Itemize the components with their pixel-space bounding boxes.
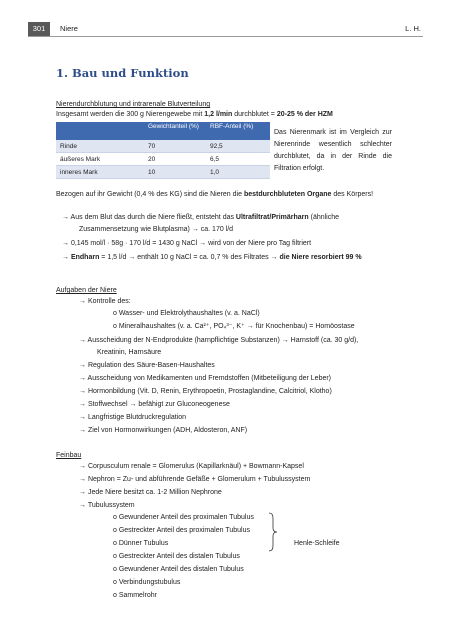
table-row [56, 153, 270, 166]
list-item: o Mineralhaushaltes (v. a. Ca²⁺, PO₄³⁻, K⁺ → für Knochenbau) = Homöostase [113, 323, 355, 330]
bullet-nacl: → 0,145 mol/l · 58g · 170 l/d = 1430 g NaCl → wird von der Niere pro Tag filtriert [62, 240, 312, 247]
weight-note: Bezogen auf ihr Gewicht (0,4 % des KG) sind die Nieren die bestdurchbluteten Organe des Körpers! [56, 191, 374, 198]
list-item: → Stoffwechsel → befähigt zur Gluconeogenese [79, 401, 230, 408]
bullet-endharn: → Endharn = 1,5 l/d → enthält 10 g NaCl = ca. 0,7 % des Filtrates → die Niere resorbiert 99 % [62, 254, 362, 261]
table-cell: Rinde [56, 140, 144, 153]
table-cell: 10 [144, 166, 206, 179]
henle-loop-label: Henle-Schleife [294, 540, 340, 547]
bullet-ultrafiltrate-cont: Zusammensetzung wie Blutplasma) → ca. 170 l/d [79, 226, 234, 233]
list-item: → Jede Niere besitzt ca. 1-2 Million Nephrone [79, 489, 222, 496]
list-item: o Sammelrohr [113, 592, 157, 599]
table-header-cell [56, 122, 144, 140]
list-item: o Wasser- und Elektrolythaushaltes (v. a. NaCl) [113, 310, 260, 317]
table-header-cell: RBF-Anteil (%) [206, 122, 270, 140]
header-initials: L. H. [405, 24, 421, 33]
intro-line: Insgesamt werden die 300 g Nierengewebe mit 1,2 l/min durchblutet = 20-25 % der HZM [56, 111, 333, 118]
table-cell: 70 [144, 140, 206, 153]
list-item: → Tubulussystem [79, 502, 135, 509]
table-cell: 6,5 [206, 153, 270, 166]
bullet-ultrafiltrate: → Aus dem Blut das durch die Niere fließt, entsteht das Ultrafiltrat/Primärharn (ähnliche [62, 214, 340, 221]
table-header-row [56, 122, 270, 140]
list-item: → Regulation des Säure-Basen-Haushaltes [79, 362, 215, 369]
table-header-cell: Gewichtanteil (%) [144, 122, 206, 140]
list-item: → Hormonbildung (Vit. D, Renin, Erythropoetin, Prostaglandine, Calcitriol, Klotho) [79, 388, 332, 395]
list-item: → Langfristige Blutdruckregulation [79, 414, 187, 421]
subheading-fine-structure: Feinbau [56, 452, 82, 459]
list-item: → Nephron = Zu- und abführende Gefäße + Glomerulum + Tubulussystem [79, 476, 311, 483]
list-item: o Gestreckter Anteil des proximalen Tubulus [113, 527, 250, 534]
page-header [28, 22, 423, 37]
list-item: o Gestreckter Anteil des distalen Tubulus [113, 553, 240, 560]
list-item: o Gewundener Anteil des proximalen Tubulus [113, 514, 254, 521]
list-item: o Dünner Tubulus [113, 540, 169, 547]
subheading-tasks: Aufgaben der Niere [56, 287, 117, 294]
table-cell: inneres Mark [56, 166, 144, 179]
section-heading: 1. Bau und Funktion [56, 66, 189, 80]
subheading-blood-flow: Nierendurchblutung und intrarenale Blutverteilung [56, 101, 211, 108]
list-item: → Corpusculum renale = Glomerulus (Kapillarknäul) + Bowmann-Kapsel [79, 463, 304, 470]
side-note: Das Nierenmark ist im Vergleich zur Nierenrinde wesentlich schlechter durchblutet, da in der Rinde die Filtration erfolgt. [274, 129, 392, 172]
table-row [56, 166, 270, 179]
list-item: → Ziel von Hormonwirkungen (ADH, Aldosteron, ANF) [79, 427, 248, 434]
list-item: o Verbindungstubulus [113, 579, 181, 586]
table-cell: 1,0 [206, 166, 270, 179]
list-item: o Gewundener Anteil des distalen Tubulus [113, 566, 244, 573]
blood-flow-table [56, 122, 270, 179]
list-item: → Kontrolle des: [79, 298, 131, 305]
table-cell: 92,5 [206, 140, 270, 153]
right-brace-icon [268, 512, 278, 552]
list-item: → Ausscheidung der N-Endprodukte (harnpflichtige Substanzen) → Harnstoff (ca. 30 g/d), [79, 337, 359, 344]
table-cell: 20 [144, 153, 206, 166]
page-number: 301 [28, 22, 50, 36]
table-cell: äußeres Mark [56, 153, 144, 166]
list-item: → Ausscheidung von Medikamenten und Fremdstoffen (Mitbeteiligung der Leber) [79, 375, 332, 382]
header-title: Niere [60, 24, 78, 33]
list-item: Kreatinin, Harnsäure [97, 349, 162, 356]
table-row [56, 140, 270, 153]
